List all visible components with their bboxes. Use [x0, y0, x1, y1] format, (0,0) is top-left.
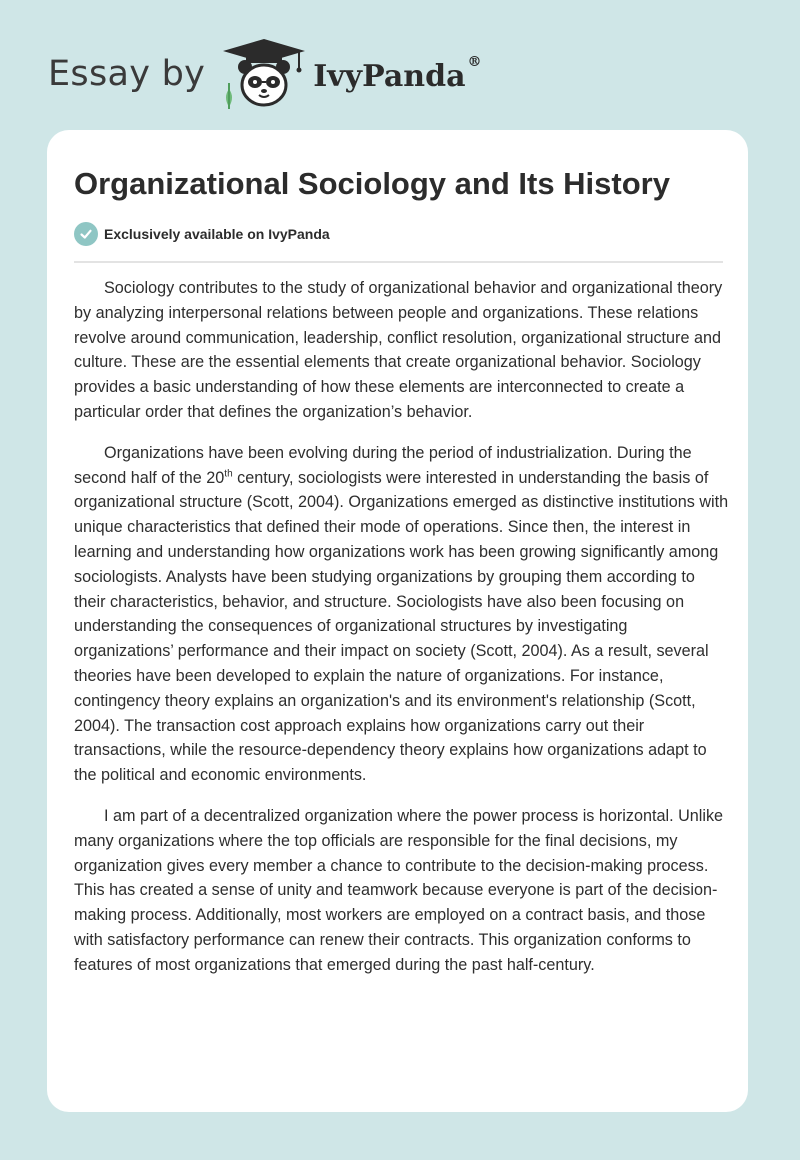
divider: [74, 261, 723, 263]
paragraph-2-rest: century, sociologists were interested in understanding the basis of organizational structure (Scott, 2004). Organizations emerged as distinctive institutions with unique characteristics that defined their mode of operations. Since then, the interest in learning and understanding how organizations work has been growing significantly among sociologists. Analysts have been studying organizations by grouping them according to their characteristics, behavior, and structure. Sociologists have also been focusing on understanding the consequences of organizational structures by investigating organizations’ performance and their impact on society (Scott, 2004). As a result, several theories have been developed to explain the nature of organizations. For instance, contingency theory explains an organization's and its environment's relationship (Scott, 2004). The transaction cost approach explains how organizations carry out their transactions, while the resource-dependency theory explains how organizations adapt to the political and economic environments.: [74, 468, 729, 785]
essay-card: [47, 130, 748, 1112]
check-icon: [74, 222, 98, 246]
essay-by-label: Essay by: [48, 54, 206, 94]
registered-mark: ®: [467, 54, 482, 70]
essay-title: Organizational Sociology and Its History: [74, 166, 670, 201]
paragraph-2: [74, 441, 730, 788]
essay-body: [74, 276, 730, 994]
site-header: [48, 34, 482, 114]
ordinal-suffix: th: [224, 468, 233, 480]
paragraph-2-start: Organizations have been evolving during the period of industrialization. During the second half of the 20: [74, 443, 692, 487]
exclusive-badge: [74, 222, 330, 246]
paragraph-1: Sociology contributes to the study of organizational behavior and organizational theory by analyzing interpersonal relations between people and organizations. These relations revolve around communication, leadership, conflict resolution, organizational structure and culture. These are the essential elements that create organizational behavior. Sociology provides a basic understanding of how these elements are interconnected to create a particular order that defines the organization’s behavior.: [74, 279, 723, 421]
brand-name[interactable]: IvyPanda: [313, 58, 466, 94]
badge-text: Exclusively available on IvyPanda: [104, 226, 330, 242]
paragraph-3: I am part of a decentralized organization where the power process is horizontal. Unlike many organizations where the top officials are responsible for the final decisions, my organization gives every member a chance to contribute to the decision-making process. This has created a sense of unity and teamwork because everyone is part of the decision-making process. Additionally, most workers are employed on a contract basis, and those with satisfactory performance can renew their contracts. This organization conforms to features of most organizations that emerged during the past half-century.: [74, 806, 724, 974]
panda-graduate-icon[interactable]: [219, 37, 309, 111]
